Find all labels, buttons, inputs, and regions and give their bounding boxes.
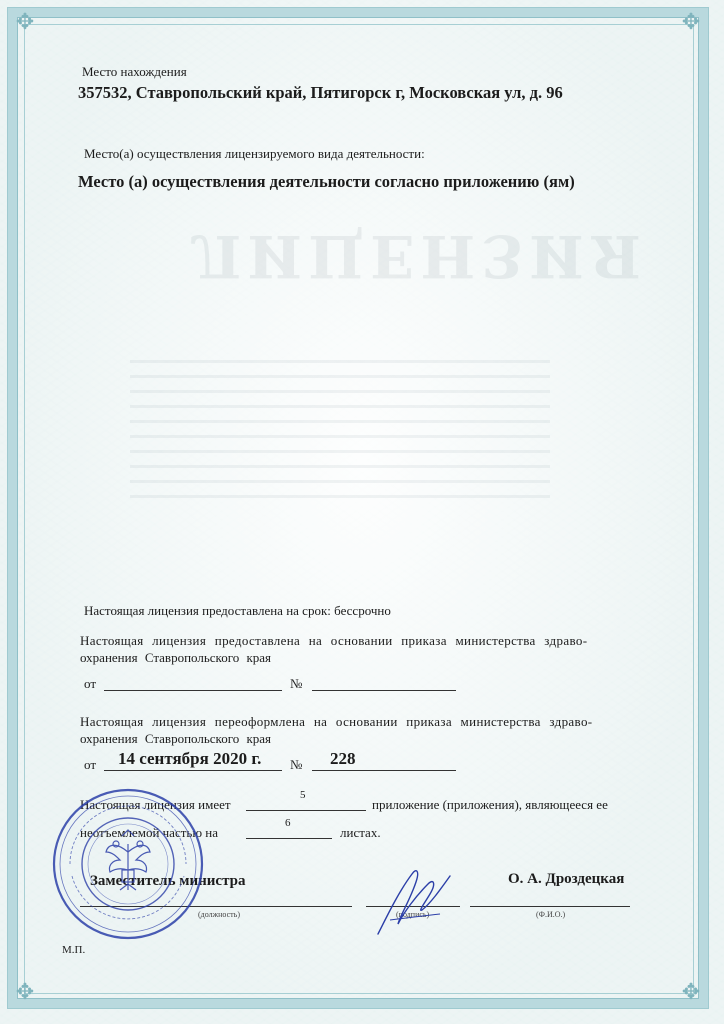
reissued-number: 228: [330, 749, 356, 768]
granted-number-label: №: [290, 676, 303, 691]
reissued-basis-line1: Настоящая лицензия переоформлена на основании приказа министерства здраво-: [80, 714, 593, 729]
corner-ornament-icon: ✥: [681, 10, 701, 35]
reissued-date: 14 сентября 2020 г.: [118, 749, 262, 768]
appendix-count: 5: [300, 789, 306, 801]
appendix-sheets: 6: [285, 817, 291, 829]
corner-ornament-icon: ✥: [681, 980, 701, 1005]
location-address: 357532, Ставропольский край, Пятигорск г, Московская ул, д. 96: [78, 83, 563, 102]
position-caption: (должность): [198, 910, 240, 919]
appendix-sheets-line: [246, 838, 332, 839]
corner-ornament-icon: ✥: [15, 980, 35, 1005]
reissued-basis-line2: охранения Ставропольского края: [80, 731, 272, 746]
bleed-through-title: ЛИЦЕНЗИЯ: [190, 222, 647, 290]
official-stamp-seal: [50, 786, 206, 942]
granted-basis-line2: охранения Ставропольского края: [80, 650, 272, 665]
appendix-text-end: приложение (приложения), являющееся ее: [372, 797, 608, 812]
reissued-number-label: №: [290, 757, 303, 772]
license-term: Настоящая лицензия предоставлена на срок: бессрочно: [84, 603, 391, 618]
appendix-count-line: [246, 810, 366, 811]
granted-number-line: [312, 690, 456, 691]
activity-place-value: Место (а) осуществления деятельности согласно приложению (ям): [78, 172, 575, 191]
signer-name: О. А. Дроздецкая: [508, 871, 625, 887]
reissued-date-line: [104, 770, 282, 771]
activity-place-label: Место(а) осуществления лицензируемого вида деятельности:: [84, 146, 425, 161]
appendix-sheets-end: листах.: [340, 825, 381, 840]
signature-caption: (подпись): [396, 910, 430, 919]
name-line: [470, 906, 630, 907]
granted-from-label: от: [84, 676, 97, 691]
appendix-text-start: Настоящая лицензия имеет: [80, 797, 231, 812]
handwritten-signature: [370, 860, 460, 940]
name-caption: (Ф.И.О.): [536, 910, 566, 919]
signer-position: Заместитель министра: [90, 873, 246, 889]
corner-ornament-icon: ✥: [15, 10, 35, 35]
bleed-through-lines: [130, 360, 550, 500]
appendix-sheets-start: неотъемлемой частью на: [80, 825, 219, 840]
granted-date-line: [104, 690, 282, 691]
reissued-number-line: [312, 770, 456, 771]
granted-basis-line1: Настоящая лицензия предоставлена на основании приказа министерства здраво-: [80, 633, 588, 648]
stamp-place-label: М.П.: [62, 944, 86, 956]
reissued-from-label: от: [84, 757, 97, 772]
location-label: Место нахождения: [82, 64, 187, 79]
